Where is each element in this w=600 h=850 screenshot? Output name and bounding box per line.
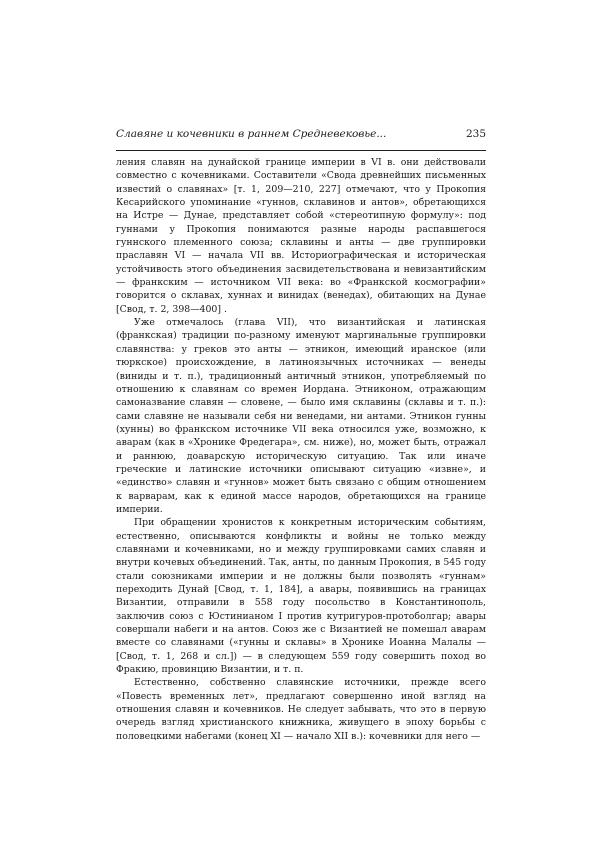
paragraph-2: Уже отмечалось (глава VII), что византийская и латинская (франкская) традиции по-разному именуют маргинальные группировки славянства: у греков это анты — этникон, имеющий иранское (или тюркское) происхождение, в латиноязычных источниках — венеды (виниды и т. п.), традиционный античный этникон, употребляемый по отношению к славянам со времен Иордана. Этниконом, отражающим самоназвание славян — словене, — было имя склавины (склавы и т. п.): сами славяне не называли себя ни венедами, ни антами. Этникон гунны (хунны) во франкском источнике VII века относился уже, возможно, к аварам (как в «Хронике Фредегара», см. ниже), но, может быть, отражал и раннюю, доаварскую историческую ситуацию. Так или иначе греческие и латинские источники описывают ситуацию «извне», и «единство» славян и «гуннов» может быть связано с общим отношением к варварам, как к единой массе народов, обретающихся на границе империи.: [116, 317, 486, 515]
running-head: [116, 128, 486, 151]
book-page: [116, 128, 486, 743]
running-title: Славяне и кочевники в раннем Средневековье...: [116, 128, 387, 140]
paragraph-1: ления славян на дунайской границе империи в VI в. они действовали совместно с кочевниками. Составители «Свода древнейших письменных известий о славянах» [т. 1, 209—210, 227] отмечают, что у Прокопия Кесарийского упоминание «гуннов, склавинов и антов», обретающихся на Истре — Дунае, представляет собой «стереотипную формулу»: под гуннами у Прокопия понимаются разные народы распавшегося гуннского племенного союза; склавины и анты — две группировки праславян VI — начала VII вв. Историографическая и историческая устойчивость этого объединения засвидетельствована и невизантийским — франкским — источником VII века: во «Франкской космографии» говорится о склавах, хуннах и винидах (венедах), обитающих на Дунае [Свод, т. 2, 398—400] .: [116, 157, 486, 315]
page-number: 235: [465, 128, 486, 140]
paragraph-3: При обращении хронистов к конкретным историческим событиям, естественно, описываются конфликты и войны не только между славянами и кочевниками, но и между группировками самих славян и внутри кочевых объединений. Так, анты, по данным Прокопия, в 545 году стали союзниками империи и не должны были позволять «гуннам» переходить Дунай [Свод, т. 1, 184], а авары, появившись на границах Византии, отправили в 558 году посольство в Константинополь, заключив союз с Юстинианом I против кутригуров-протоболгар; авары совершали набеги и на антов. Союз же с Византией не помешал аварам вместе со славянами («гунны и склавы» в Хронике Иоанна Малалы — [Свод, т. 1, 268 и сл.]) — в следующем 559 году совершить поход во Фракию, провинцию Византии, и т. п.: [116, 517, 486, 676]
body-text: [116, 156, 486, 743]
paragraph-4: Естественно, собственно славянские источники, прежде всего «Повесть временных лет», предлагают совершенно иной взгляд на отношения славян и кочевников. Не следует забывать, что это в первую очередь взгляд христианского книжника, живущего в эпоху борьбы с половецкими набегами (конец XI — начало XII в.): кочевники для него —: [116, 677, 486, 742]
